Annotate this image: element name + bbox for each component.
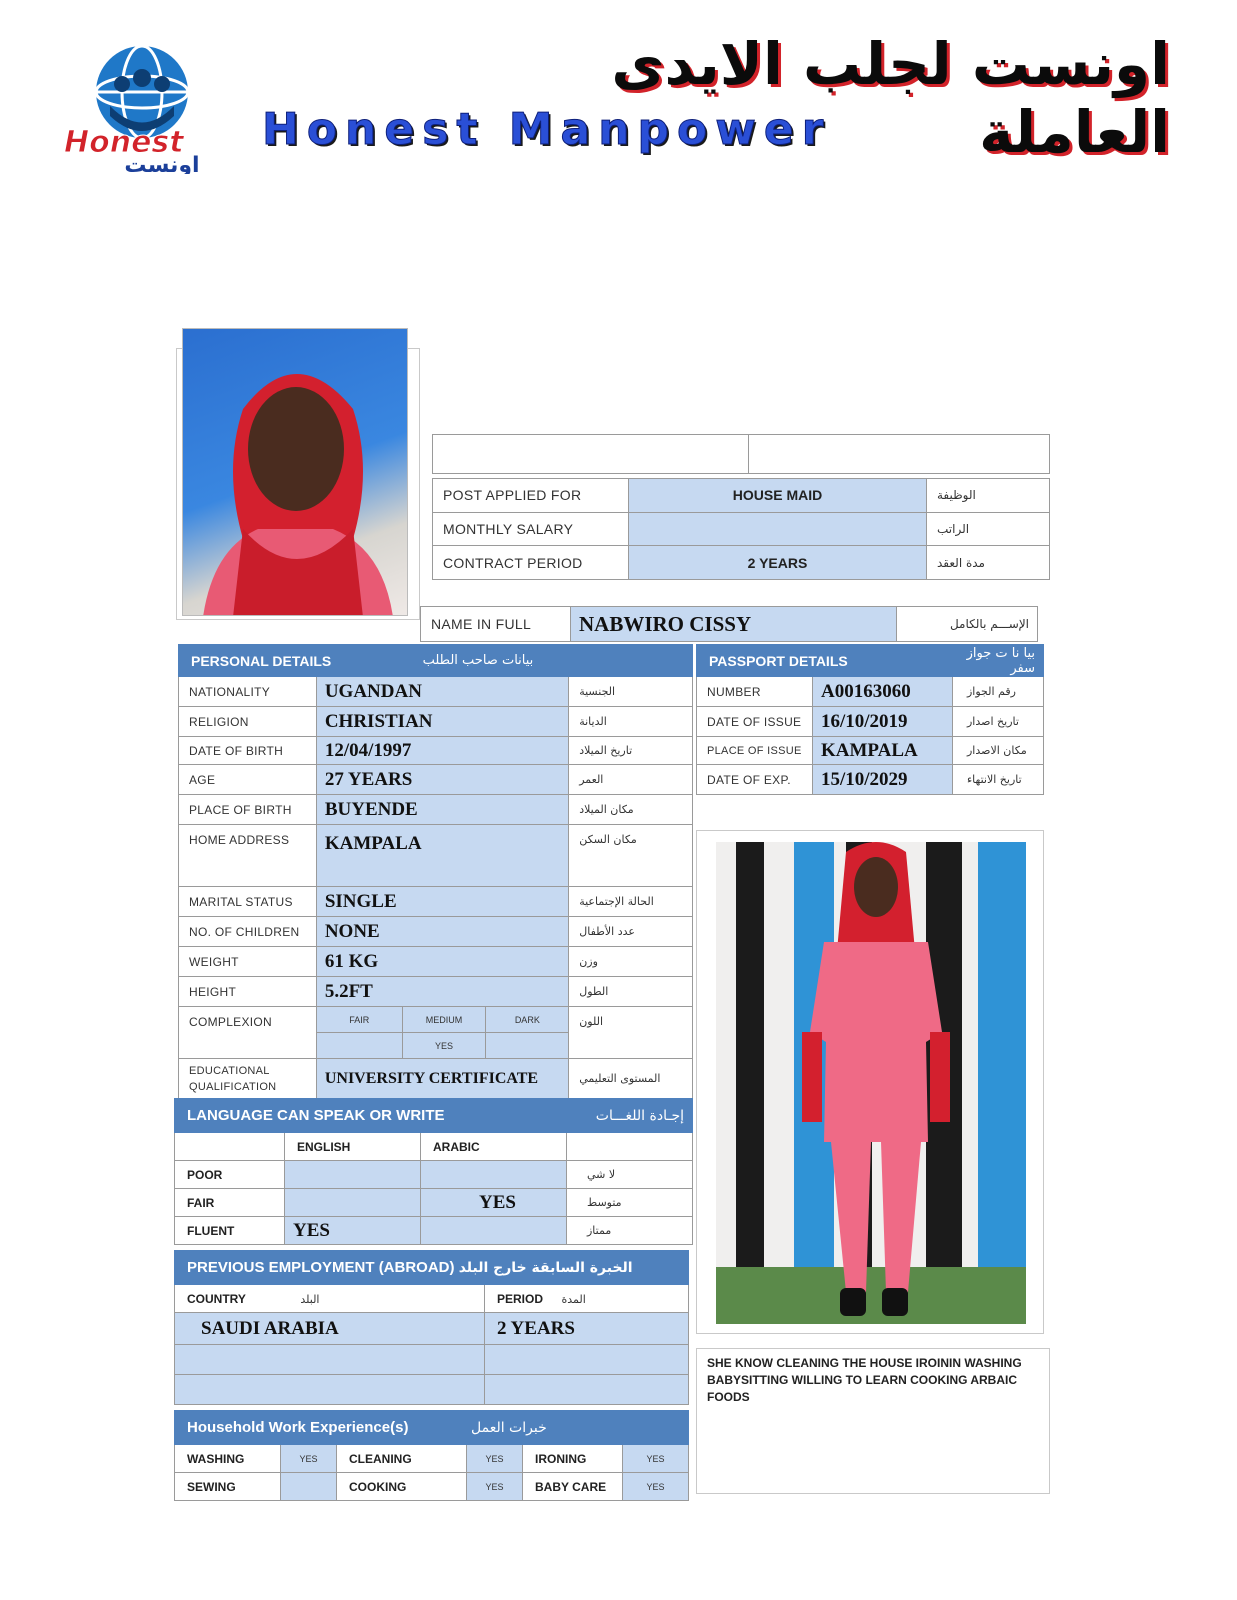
fair-ar: متوسط <box>567 1189 693 1217</box>
passport-place-value: KAMPALA <box>813 737 953 765</box>
blank-cell <box>749 435 1050 474</box>
children-value: NONE <box>316 917 568 947</box>
post-value: HOUSE MAID <box>629 479 927 513</box>
fullbody-photo <box>716 842 1026 1324</box>
poor-label: POOR <box>175 1161 285 1189</box>
religion-label: RELIGION <box>179 707 317 737</box>
fluent-arabic <box>421 1217 567 1245</box>
country-ar: البلد <box>300 1292 320 1306</box>
age-ar: العمر <box>569 765 693 795</box>
salary-value <box>629 512 927 546</box>
dob-ar: تاريخ الميلاد <box>569 737 693 765</box>
blank-header-table <box>432 434 1050 474</box>
household-table <box>174 1410 689 1501</box>
age-label: AGE <box>179 765 317 795</box>
height-value: 5.2FT <box>316 977 568 1007</box>
sewing-label: SEWING <box>175 1473 281 1501</box>
nationality-label: NATIONALITY <box>179 677 317 707</box>
education-label: EDUCATIONAL QUALIFICATION <box>179 1059 317 1099</box>
col-english: ENGLISH <box>285 1133 421 1161</box>
children-ar: عدد الأطفال <box>569 917 693 947</box>
complexion-fair: FAIR <box>316 1007 402 1033</box>
poor-ar: لا شي <box>567 1161 693 1189</box>
employment-header <box>175 1251 689 1285</box>
passport-place-label: PLACE OF ISSUE <box>697 737 813 765</box>
col-arabic: ARABIC <box>421 1133 567 1161</box>
fair-label: FAIR <box>175 1189 285 1217</box>
contract-value: 2 YEARS <box>629 546 927 580</box>
employment-table <box>174 1250 689 1405</box>
address-value: KAMPALA <box>316 825 568 887</box>
pob-ar: مكان الميلاد <box>569 795 693 825</box>
passport-number-label: NUMBER <box>697 677 813 707</box>
education-ar: المستوى التعليمي <box>569 1059 693 1099</box>
complexion-ar: اللون <box>569 1007 693 1059</box>
age-value: 27 YEARS <box>316 765 568 795</box>
poor-arabic <box>421 1161 567 1189</box>
arabic-title: اونست لجلب الايدى العاملة <box>611 30 1170 166</box>
blank-cell <box>433 435 749 474</box>
country-label: COUNTRY <box>187 1291 246 1306</box>
salary-ar: الراتب <box>927 512 1050 546</box>
complexion-dark: DARK <box>486 1007 569 1033</box>
passport-issue-value: 16/10/2019 <box>813 707 953 737</box>
english-title: Honest Manpower <box>262 104 832 155</box>
ironing-value: YES <box>623 1445 689 1473</box>
pob-label: PLACE OF BIRTH <box>179 795 317 825</box>
salary-label: MONTHLY SALARY <box>433 512 629 546</box>
education-value: UNIVERSITY CERTIFICATE <box>316 1059 568 1099</box>
logo-text-en: Honest <box>64 125 184 160</box>
language-header: LANGUAGE CAN SPEAK OR WRITE <box>175 1099 567 1133</box>
religion-ar: الديانة <box>569 707 693 737</box>
personal-details-table <box>178 644 693 1099</box>
period-empty-row <box>485 1375 689 1405</box>
height-ar: الطول <box>569 977 693 1007</box>
name-label: NAME IN FULL <box>421 607 571 642</box>
washing-value: YES <box>281 1445 337 1473</box>
passport-issue-ar: تاريخ اصدار <box>953 707 1044 737</box>
household-header-ar: خبرات العمل <box>467 1411 689 1445</box>
babycare-label: BABY CARE <box>523 1473 623 1501</box>
weight-label: WEIGHT <box>179 947 317 977</box>
babycare-value: YES <box>623 1473 689 1501</box>
name-value: NABWIRO CISSY <box>571 607 897 642</box>
period-header <box>485 1285 689 1313</box>
country-empty-row <box>175 1375 485 1405</box>
fluent-ar: ممتاز <box>567 1217 693 1245</box>
cooking-value: YES <box>467 1473 523 1501</box>
weight-value: 61 KG <box>316 947 568 977</box>
name-ar: الإســـم بالكامل <box>897 607 1038 642</box>
ironing-label: IRONING <box>523 1445 623 1473</box>
fluent-english: YES <box>285 1217 421 1245</box>
dob-value: 12/04/1997 <box>316 737 568 765</box>
cleaning-value: YES <box>467 1445 523 1473</box>
language-corner-ar <box>567 1133 693 1161</box>
fair-arabic: YES <box>421 1189 567 1217</box>
religion-value: CHRISTIAN <box>316 707 568 737</box>
period-empty-row <box>485 1345 689 1375</box>
country-empty-row <box>175 1345 485 1375</box>
contract-label: CONTRACT PERIOD <box>433 546 629 580</box>
post-ar: الوظيفة <box>927 479 1050 513</box>
address-label: HOME ADDRESS <box>179 825 317 887</box>
contract-ar: مدة العقد <box>927 546 1050 580</box>
language-corner <box>175 1133 285 1161</box>
passport-expiry-ar: تاريخ الانتهاء <box>953 765 1044 795</box>
passport-header-ar: بيا نا ت جواز سفر <box>953 645 1044 677</box>
dob-label: DATE OF BIRTH <box>179 737 317 765</box>
employment-header-en: PREVIOUS EMPLOYMENT (ABROAD) <box>187 1259 455 1276</box>
marital-label: MARITAL STATUS <box>179 887 317 917</box>
language-header-ar: إجـادة اللغـــات <box>567 1099 693 1133</box>
period-value: 2 YEARS <box>485 1313 689 1345</box>
weight-ar: وزن <box>569 947 693 977</box>
personal-header-ar: بيانات صاحب الطلب <box>402 645 692 677</box>
address-ar: مكان السكن <box>569 825 693 887</box>
name-table <box>420 606 1038 642</box>
cooking-label: COOKING <box>337 1473 467 1501</box>
post-label: POST APPLIED FOR <box>433 479 629 513</box>
height-label: HEIGHT <box>179 977 317 1007</box>
complexion-dark-mark <box>486 1033 569 1059</box>
household-header: Household Work Experience(s) <box>175 1411 467 1445</box>
washing-label: WASHING <box>175 1445 281 1473</box>
personal-header: PERSONAL DETAILS <box>179 645 403 677</box>
children-label: NO. OF CHILDREN <box>179 917 317 947</box>
complexion-medium: MEDIUM <box>402 1007 486 1033</box>
country-value: SAUDI ARABIA <box>175 1313 485 1345</box>
nationality-value: UGANDAN <box>316 677 568 707</box>
fair-english <box>285 1189 421 1217</box>
complexion-medium-mark: YES <box>402 1033 486 1059</box>
marital-ar: الحالة الإجتماعية <box>569 887 693 917</box>
passport-expiry-label: DATE OF EXP. <box>697 765 813 795</box>
passport-place-ar: مكان الاصدار <box>953 737 1044 765</box>
period-label: PERIOD <box>497 1291 544 1306</box>
complexion-fair-mark <box>316 1033 402 1059</box>
marital-value: SINGLE <box>316 887 568 917</box>
passport-header: PASSPORT DETAILS <box>697 645 953 677</box>
company-logo <box>62 44 222 174</box>
cleaning-label: CLEANING <box>337 1445 467 1473</box>
passport-expiry-value: 15/10/2029 <box>813 765 953 795</box>
language-table <box>174 1098 693 1245</box>
logo-text-ar: اونست <box>124 153 200 174</box>
remarks-box: SHE KNOW CLEANING THE HOUSE IROININ WASHING BABYSITTING WILLING TO LEARN COOKING ARBAIC FOODS <box>696 1348 1050 1494</box>
portrait-photo <box>182 328 408 616</box>
period-ar: المدة <box>561 1292 586 1306</box>
passport-number-value: A00163060 <box>813 677 953 707</box>
sewing-value <box>281 1473 337 1501</box>
country-header <box>175 1285 485 1313</box>
passport-issue-label: DATE OF ISSUE <box>697 707 813 737</box>
employment-header-ar: الخبرة السابقة خارج البلد <box>458 1260 633 1276</box>
job-table <box>432 478 1050 580</box>
fluent-label: FLUENT <box>175 1217 285 1245</box>
passport-details-table <box>696 644 1044 795</box>
complexion-label: COMPLEXION <box>179 1007 317 1059</box>
nationality-ar: الجنسية <box>569 677 693 707</box>
passport-number-ar: رقم الجواز <box>953 677 1044 707</box>
poor-english <box>285 1161 421 1189</box>
pob-value: BUYENDE <box>316 795 568 825</box>
